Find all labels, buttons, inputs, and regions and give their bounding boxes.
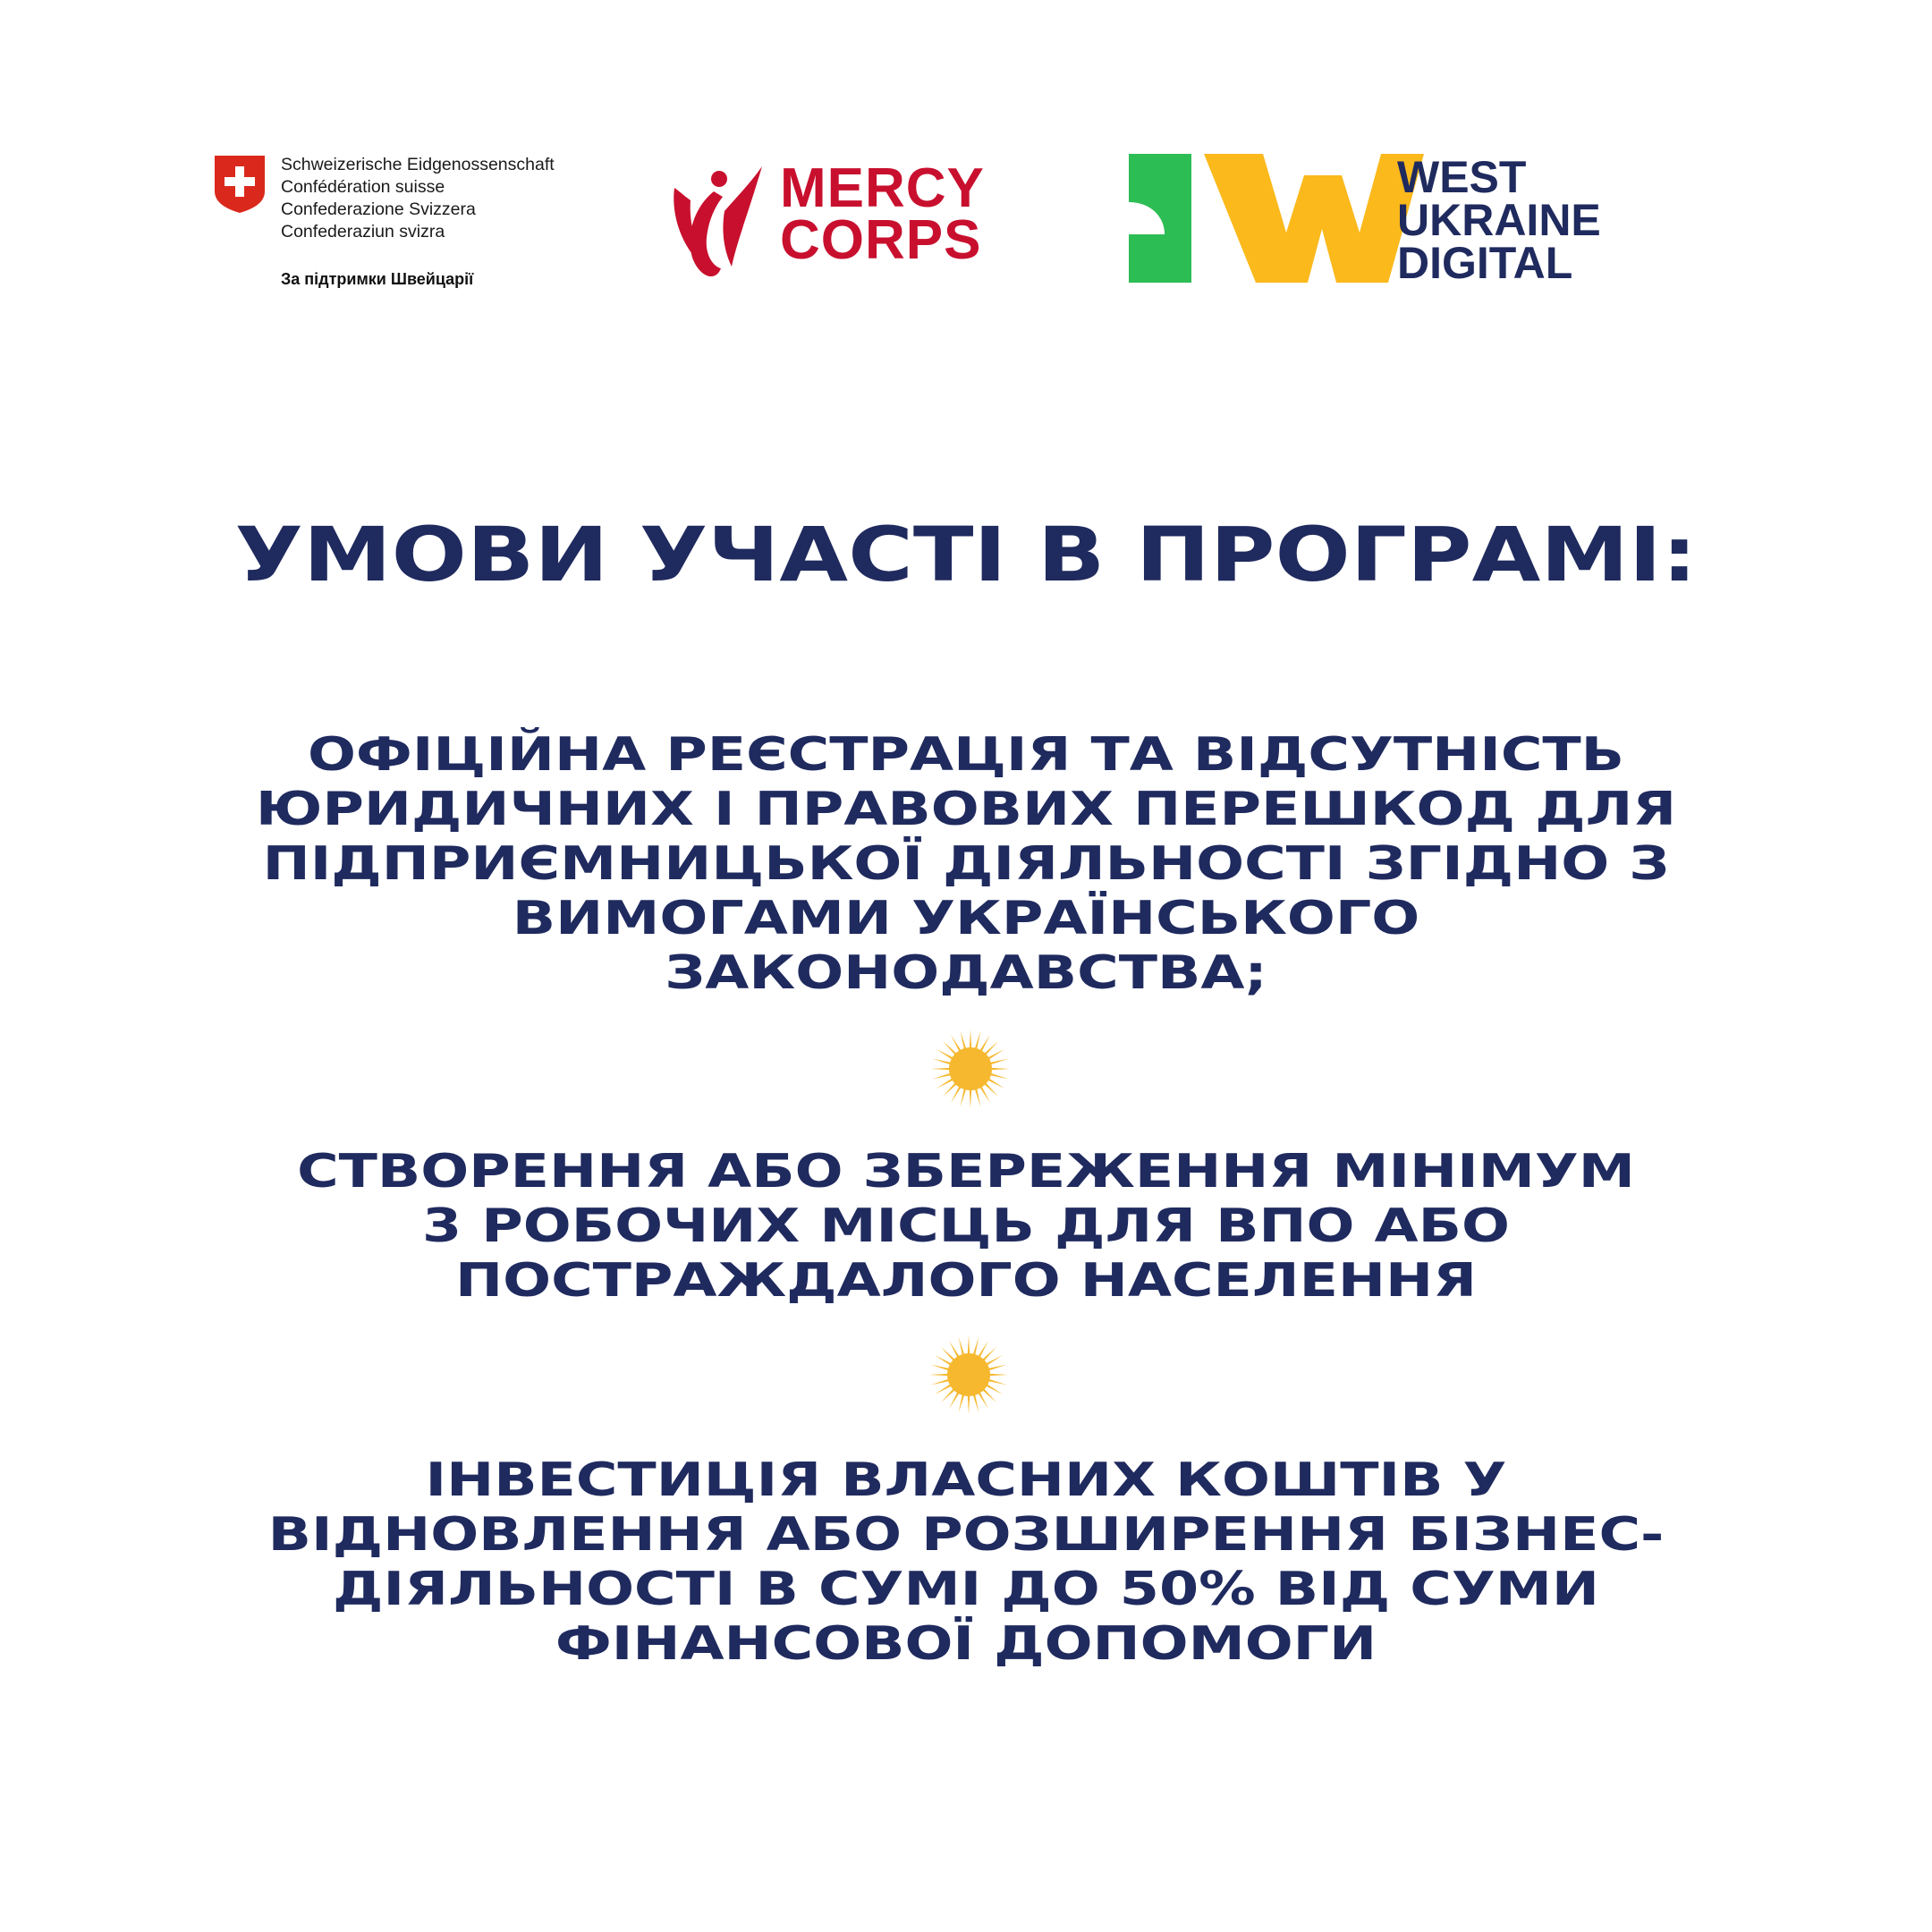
- condition-3: [0, 1453, 1932, 1672]
- condition-1: [0, 728, 1932, 1001]
- condition-1-line: ЗАКОНОДАВСТВА;: [665, 946, 1267, 1000]
- condition-1-line: ЮРИДИЧНИХ І ПРАВОВИХ ПЕРЕШКОД ДЛЯ: [255, 783, 1677, 836]
- condition-2: [0, 1145, 1932, 1309]
- condition-2-line: СТВОРЕННЯ АБО ЗБЕРЕЖЕННЯ МІНІМУМ: [297, 1145, 1635, 1199]
- swiss-name-de: Schweizerische Eidgenossenschaft: [281, 155, 555, 174]
- condition-3-line: ІНВЕСТИЦІЯ ВЛАСНИХ КОШТІВ У: [425, 1453, 1507, 1507]
- swiss-confederation-names: [281, 154, 555, 243]
- condition-2-line: ПОСТРАЖДАЛОГО НАСЕЛЕННЯ: [455, 1254, 1477, 1308]
- wud-line2: UKRAINE: [1397, 195, 1601, 245]
- wud-line3: DIGITAL: [1397, 238, 1573, 288]
- condition-3-line: ВІДНОВЛЕННЯ АБО РОЗШИРЕННЯ БІЗНЕС-: [267, 1508, 1665, 1562]
- mercy-corps-figure-icon: [669, 152, 767, 284]
- swiss-name-it: Confederazione Svizzera: [281, 199, 476, 219]
- mercy-corps-line2: CORPS: [780, 209, 982, 271]
- west-ukraine-digital-logo: [1129, 152, 1737, 288]
- swiss-confederation-logo: [213, 154, 589, 297]
- swiss-support-caption: За підтримки Швейцарії: [281, 270, 474, 288]
- mercy-corps-line1: MERCY: [780, 157, 985, 219]
- mercy-corps-logo: [669, 152, 1027, 286]
- swiss-name-rm: Confederaziun svizra: [281, 222, 445, 242]
- condition-1-line: ОФІЦІЙНА РЕЄСТРАЦІЯ ТА ВІДСУТНІСТЬ: [307, 728, 1625, 782]
- condition-3-line: ФІНАНСОВОЇ ДОПОМОГИ: [555, 1617, 1377, 1671]
- swiss-name-fr: Confédération suisse: [281, 177, 445, 197]
- page-title: УМОВИ УЧАСТІ В ПРОГРАМІ:: [234, 511, 1698, 598]
- mercy-corps-wordmark: [780, 157, 985, 271]
- condition-1-line: ВИМОГАМИ УКРАЇНСЬКОГО: [512, 892, 1420, 945]
- condition-1-line: ПІДПРИЄМНИЦЬКОЇ ДІЯЛЬНОСТІ ЗГІДНО З: [262, 837, 1670, 891]
- wud-line1: WEST: [1397, 152, 1527, 202]
- swiss-flag-icon: [215, 156, 265, 213]
- condition-3-line: ДІЯЛЬНОСТІ В СУМІ ДО 50% ВІД СУМИ: [332, 1563, 1599, 1616]
- condition-2-line: 3 РОБОЧИХ МІСЦЬ ДЛЯ ВПО АБО: [422, 1199, 1510, 1253]
- sun-icon: [930, 1029, 1011, 1109]
- sun-icon: [928, 1335, 1009, 1415]
- west-ukraine-digital-mark-icon: [1129, 154, 1424, 283]
- west-ukraine-digital-wordmark: [1397, 152, 1601, 288]
